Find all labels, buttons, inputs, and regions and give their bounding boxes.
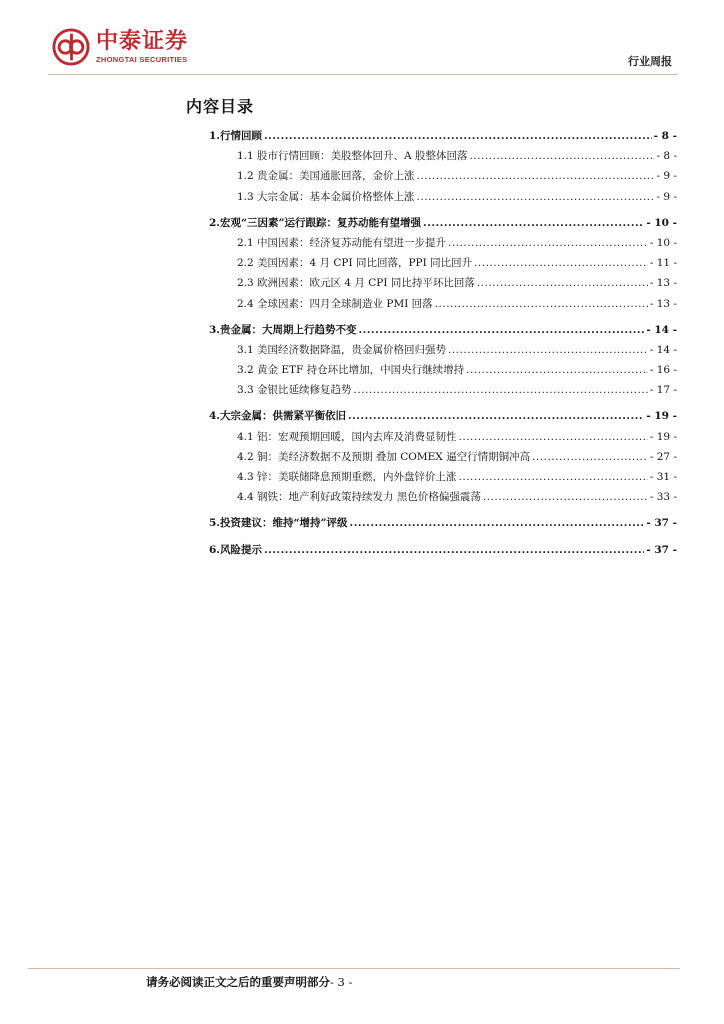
toc-entry-page: - 17 - <box>649 384 677 397</box>
toc-entry-page: - 10 - <box>649 236 677 249</box>
toc-entry-page: - 14 - <box>649 343 677 356</box>
toc-dot-leader <box>474 257 648 269</box>
toc-dot-leader <box>466 364 648 376</box>
footer-page-number: - 3 - <box>330 975 353 989</box>
toc-entry-title: 2.宏观“三因素”运行跟踪：复苏动能有望增强 <box>209 216 422 229</box>
toc-subsection-entry[interactable] <box>209 255 677 275</box>
toc-subsection-entry[interactable] <box>209 296 677 316</box>
page-footer <box>146 974 352 990</box>
toc-dot-leader <box>348 410 644 422</box>
toc-dot-leader <box>483 491 648 503</box>
toc-entry-page: - 11 - <box>649 257 677 270</box>
toc-entry-title: 4.1 铝：宏观预期回暖，国内去库及消费显韧性 <box>237 430 457 443</box>
toc-entry-title: 1.3 大宗金属：基本金属价格整体上涨 <box>237 190 415 203</box>
toc-dot-leader <box>417 170 655 182</box>
toc-entry-page: - 37 - <box>646 517 677 530</box>
toc-entry-title: 2.3 欧洲因素：欧元区 4 月 CPI 同比持平环比回落 <box>237 277 475 290</box>
table-of-contents <box>209 128 677 562</box>
toc-subsection-entry[interactable] <box>209 189 677 209</box>
toc-entry-page: - 14 - <box>646 323 677 336</box>
toc-entry-title: 1.行情回顾 <box>209 130 262 142</box>
company-name-cn: 中泰证券 <box>96 29 189 54</box>
toc-dot-leader <box>448 344 648 356</box>
toc-subsection-entry[interactable] <box>209 429 677 449</box>
report-type: 行业周报 <box>628 55 672 68</box>
toc-dot-leader <box>459 431 648 443</box>
toc-entry-title: 5.投资建议：维持“增持”评级 <box>209 517 348 530</box>
toc-dot-leader <box>435 298 648 310</box>
toc-dot-leader <box>350 517 645 529</box>
toc-dot-leader <box>423 217 644 229</box>
toc-entry-page: - 9 - <box>656 190 677 203</box>
toc-entry-title: 1.2 贵金属：美国通胀回落，金价上涨 <box>237 170 415 183</box>
toc-dot-leader <box>448 237 648 249</box>
toc-entry-title: 3.1 美国经济数据降温，贵金属价格回归强势 <box>237 343 447 356</box>
footer-divider <box>28 968 680 969</box>
company-name-en: ZHONGTAI SECURITIES <box>96 55 188 64</box>
toc-dot-leader <box>264 544 644 556</box>
header-divider <box>48 74 678 75</box>
toc-dot-leader <box>459 471 648 483</box>
toc-entry-page: - 37 - <box>646 543 677 556</box>
toc-entry-page: - 33 - <box>649 491 677 504</box>
toc-entry-page: - 10 - <box>646 216 677 229</box>
toc-section-entry[interactable] <box>209 215 677 235</box>
toc-subsection-entry[interactable] <box>209 148 677 168</box>
toc-entry-title: 4.4 钢铁：地产利好政策持续发力 黑色价格偏强震荡 <box>237 491 481 504</box>
toc-dot-leader <box>417 191 655 203</box>
toc-entry-title: 1.1 股市行情回顾：美股整体回升、A 股整体回落 <box>237 150 468 163</box>
toc-dot-leader <box>532 451 648 463</box>
toc-entry-title: 4.3 锌：美联储降息预期重燃，内外盘锌价上涨 <box>237 471 457 483</box>
toc-entry-page: - 8 - <box>656 150 677 163</box>
toc-entry-page: - 8 - <box>653 130 677 142</box>
toc-entry-title: 2.2 美国因素：4 月 CPI 同比回落，PPI 同比回升 <box>237 257 473 270</box>
toc-subsection-entry[interactable] <box>209 382 677 402</box>
toc-title: 内容目录 <box>186 97 255 116</box>
toc-subsection-entry[interactable] <box>209 342 677 362</box>
footer-notice: 请务必阅读正文之后的重要声明部分 <box>146 975 330 989</box>
toc-section-entry[interactable] <box>209 408 677 428</box>
toc-subsection-entry[interactable] <box>209 489 677 509</box>
toc-entry-page: - 19 - <box>646 410 677 423</box>
toc-entry-page: - 13 - <box>649 277 677 290</box>
toc-entry-title: 4.大宗金属：供需紧平衡依旧 <box>209 410 346 423</box>
toc-dot-leader <box>264 130 652 142</box>
toc-entry-title: 3.2 黄金 ETF 持仓环比增加，中国央行继续增持 <box>237 364 465 377</box>
toc-section-entry[interactable] <box>209 542 677 562</box>
page-header <box>0 0 724 80</box>
company-logo <box>52 28 188 66</box>
zhongtai-logo-icon <box>52 28 90 66</box>
toc-subsection-entry[interactable] <box>209 168 677 188</box>
toc-entry-title: 6.风险提示 <box>209 543 262 556</box>
toc-dot-leader <box>469 150 654 162</box>
toc-entry-page: - 19 - <box>649 430 677 443</box>
toc-section-entry[interactable] <box>209 515 677 535</box>
toc-entry-title: 2.4 全球因素：四月全球制造业 PMI 回落 <box>237 297 433 310</box>
toc-entry-title: 2.1 中国因素：经济复苏动能有望进一步提升 <box>237 236 447 249</box>
toc-entry-page: - 13 - <box>649 297 677 310</box>
toc-entry-title: 3.贵金属：大周期上行趋势不变 <box>209 323 357 336</box>
toc-subsection-entry[interactable] <box>209 275 677 295</box>
toc-dot-leader <box>477 277 648 289</box>
toc-entry-page: - 9 - <box>656 170 677 183</box>
toc-section-entry[interactable] <box>209 322 677 342</box>
toc-entry-page: - 27 - <box>649 450 677 463</box>
toc-subsection-entry[interactable] <box>209 235 677 255</box>
toc-entry-title: 4.2 铜：美经济数据不及预期 叠加 COMEX 逼空行情期铜冲高 <box>237 450 531 463</box>
toc-dot-leader <box>354 384 648 396</box>
toc-entry-page: - 31 - <box>649 471 677 483</box>
toc-subsection-entry[interactable] <box>209 449 677 469</box>
toc-entry-page: - 16 - <box>649 364 677 377</box>
toc-section-entry[interactable] <box>209 128 677 148</box>
toc-entry-title: 3.3 金银比延续修复趋势 <box>237 384 352 397</box>
toc-subsection-entry[interactable] <box>209 469 677 489</box>
toc-subsection-entry[interactable] <box>209 362 677 382</box>
toc-dot-leader <box>358 324 644 336</box>
